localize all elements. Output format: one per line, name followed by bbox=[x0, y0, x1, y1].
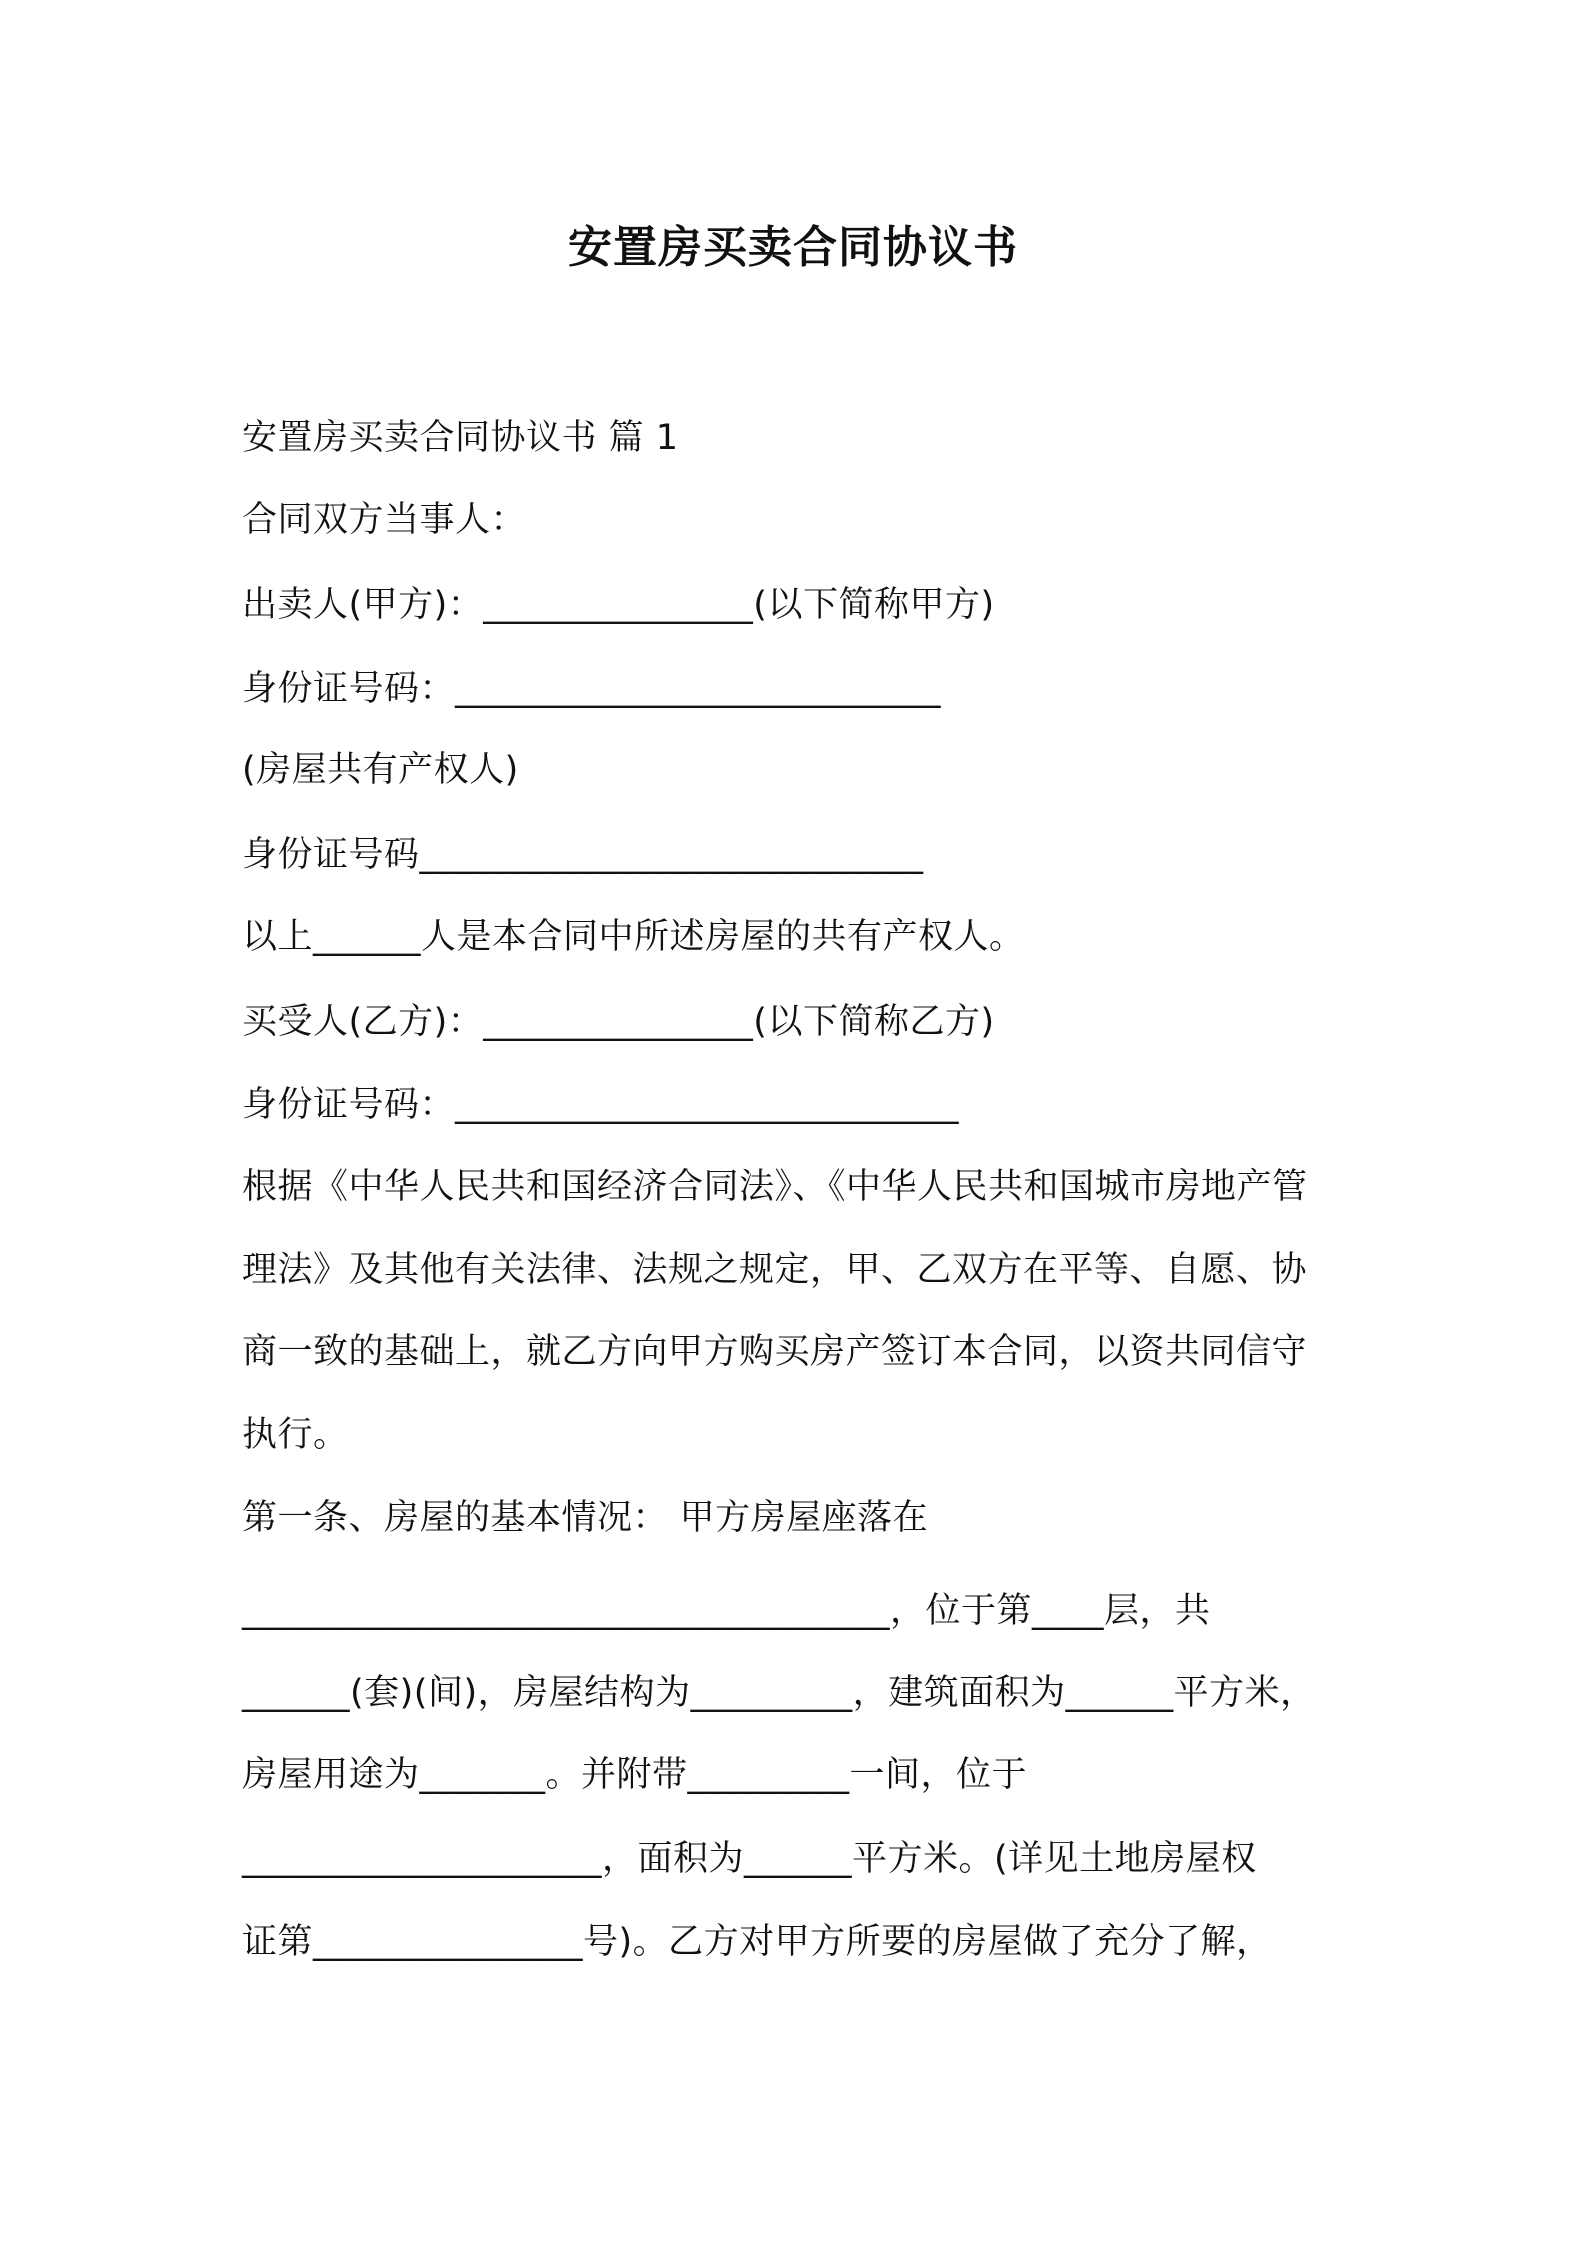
section-heading: 安置房买卖合同协议书 篇 1 bbox=[242, 418, 679, 458]
paragraph-line: ______(套)(间)，房屋结构为_________，建筑面积为______平方米， bbox=[242, 1673, 1316, 1713]
document-title: 安置房买卖合同协议书 bbox=[568, 222, 1018, 273]
seller-line: 出卖人(甲方)：_______________(以下简称甲方) bbox=[242, 585, 995, 625]
co-owner-line: (房屋共有产权人) bbox=[242, 750, 519, 790]
article-one-heading: 第一条、房屋的基本情况： 甲方房屋座落在 bbox=[242, 1498, 929, 1538]
paragraph-line: 房屋用途为_______。并附带_________一间，位于 bbox=[242, 1755, 1028, 1795]
paragraph-line: 理法》及其他有关法律、法规之规定，甲、乙双方在平等、自愿、协 bbox=[242, 1250, 1308, 1290]
paragraph-line: ____________________________________，位于第____层，共 bbox=[242, 1591, 1211, 1631]
paragraph-line: 执行。 bbox=[242, 1415, 349, 1455]
buyer-id-line: 身份证号码：____________________________ bbox=[242, 1085, 960, 1125]
paragraph-line: 商一致的基础上，就乙方向甲方购买房产签订本合同，以资共同信守 bbox=[242, 1332, 1308, 1372]
parties-label: 合同双方当事人： bbox=[242, 500, 527, 540]
seller-id-line: 身份证号码：___________________________ bbox=[242, 669, 942, 709]
co-owner-id-line: 身份证号码____________________________ bbox=[242, 835, 924, 875]
buyer-line: 买受人(乙方)：_______________(以下简称乙方) bbox=[242, 1002, 995, 1042]
paragraph-line: 证第_______________号)。乙方对甲方所要的房屋做了充分了解， bbox=[242, 1922, 1272, 1962]
paragraph-line: 根据《中华人民共和国经济合同法》、《中华人民共和国城市房地产管 bbox=[242, 1167, 1308, 1207]
paragraph-line: ____________________，面积为______平方米。(详见土地房屋权 bbox=[242, 1839, 1257, 1879]
co-owner-count-line: 以上______人是本合同中所述房屋的共有产权人。 bbox=[242, 917, 1025, 957]
